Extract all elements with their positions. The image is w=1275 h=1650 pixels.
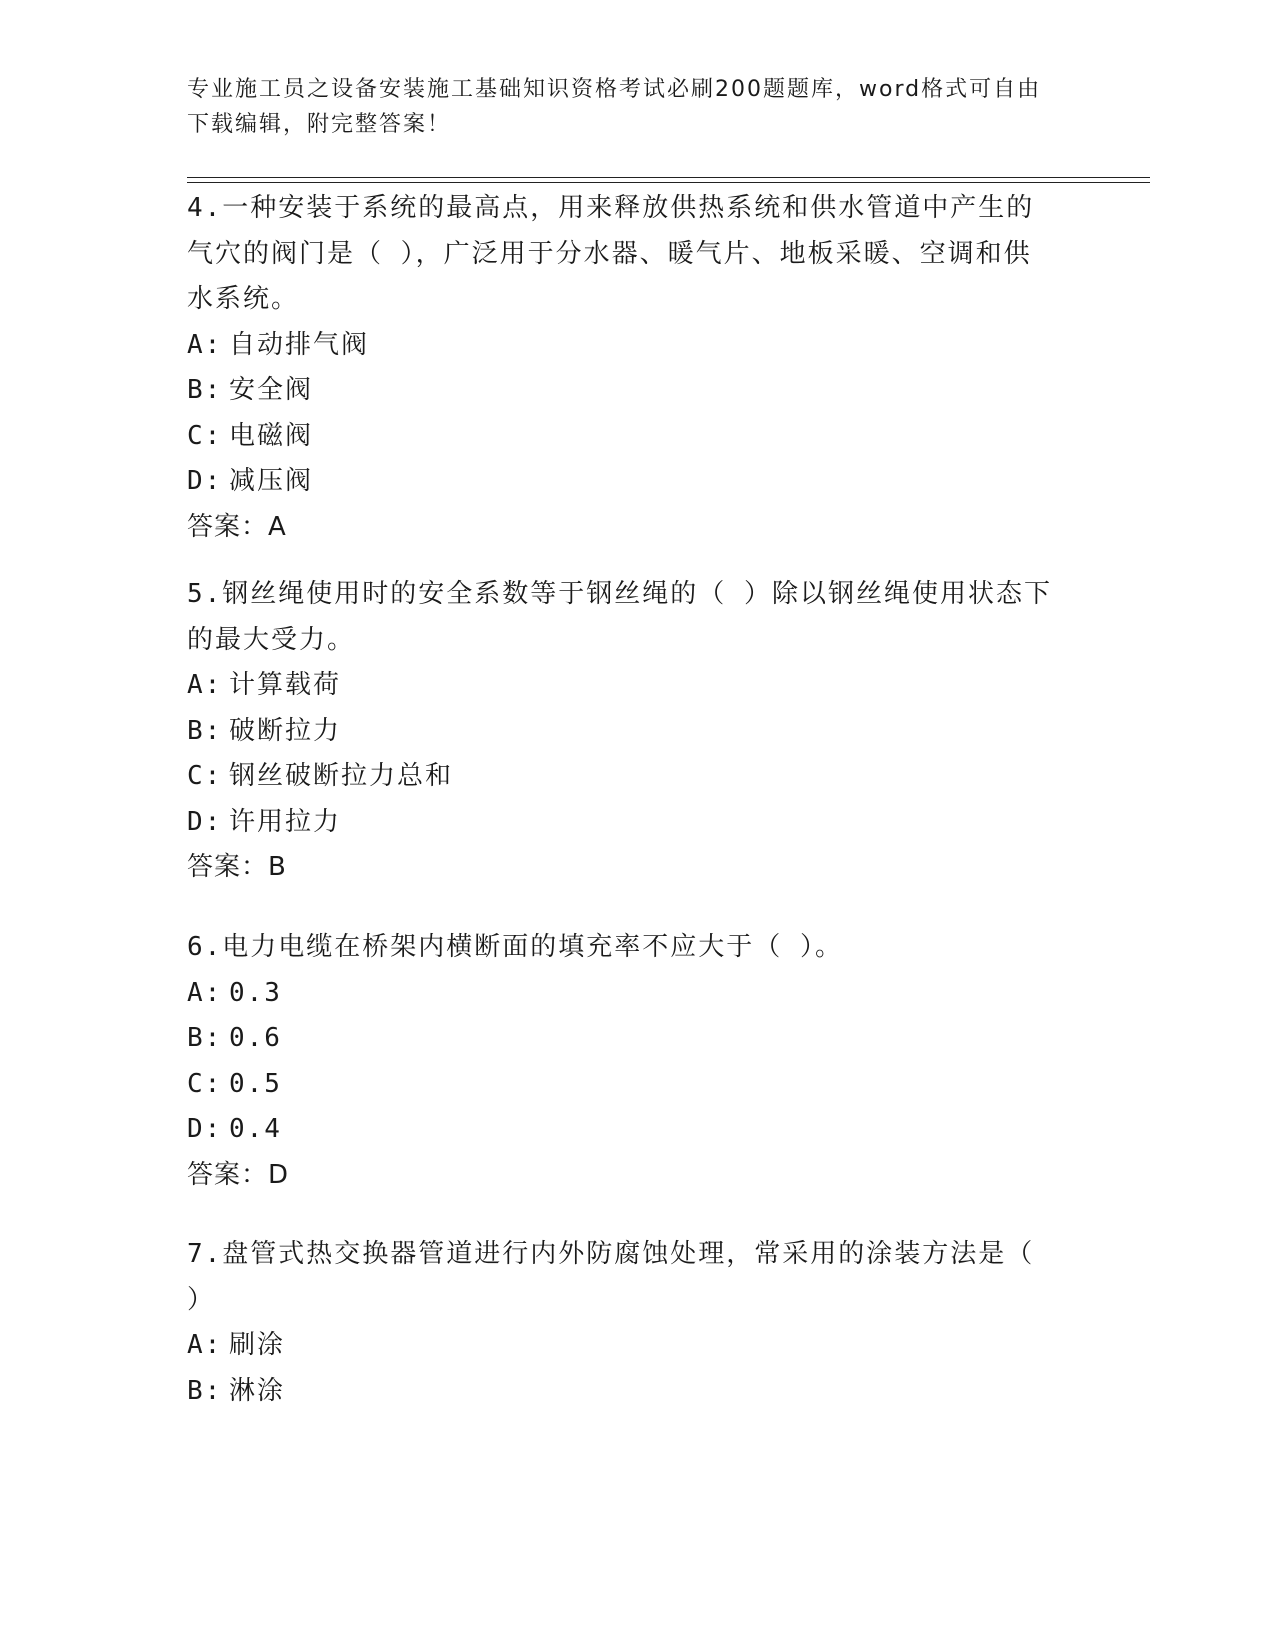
question-5 [187,572,1087,891]
question-stem [187,572,1087,663]
option-d [187,1107,1087,1153]
option-letter: C: [187,1068,223,1099]
option-text: 淋涂 [229,1375,286,1406]
option-text: 减压阀 [229,466,314,496]
option-b [187,1016,1087,1062]
document-header [187,72,1087,142]
option-text: 自动排气阀 [229,329,370,360]
question-4 [187,186,1087,550]
option-text: 电磁阀 [229,420,314,451]
option-letter: D: [187,466,223,496]
option-c [187,754,1087,800]
header-line-2: 下载编辑，附完整答案！ [187,112,452,137]
option-text: 0.6 [229,1023,282,1053]
option-c [187,1062,1087,1108]
stem-line: 气穴的阀门是（ ），广泛用于分水器、暖气片、地板采暖、空调和供 [187,238,1032,269]
option-c [187,414,1087,460]
question-stem [187,1232,1087,1323]
option-letter: B: [187,1375,223,1406]
question-7 [187,1232,1087,1414]
option-text: 安全阀 [229,375,314,405]
option-text: 0.3 [229,977,282,1008]
option-text: 0.4 [229,1114,282,1144]
stem-line: 4.一种安装于系统的最高点，用来释放供热系统和供水管道中产生的 [187,193,1035,223]
answer: 答案：D [187,1159,290,1190]
option-letter: A: [187,1330,223,1360]
option-a [187,1323,1087,1369]
option-letter: A: [187,329,223,360]
question-6 [187,925,1087,1198]
option-letter: B: [187,1023,223,1053]
question-stem [187,186,1087,323]
option-b [187,1369,1087,1415]
option-a [187,323,1087,369]
stem-line: 5.钢丝绳使用时的安全系数等于钢丝绳的（ ）除以钢丝绳使用状态下 [187,579,1052,609]
option-a [187,971,1087,1017]
option-d [187,800,1087,846]
option-text: 破断拉力 [229,715,342,746]
option-letter: A: [187,977,223,1008]
option-letter: D: [187,806,223,837]
option-a [187,663,1087,709]
stem-line: ） [187,1284,216,1315]
option-text: 刷涂 [229,1330,286,1360]
option-text: 0.5 [229,1068,282,1099]
answer: 答案：B [187,852,287,882]
option-letter: B: [187,715,223,746]
stem-line: 水系统。 [187,284,300,314]
option-letter: B: [187,375,223,405]
option-letter: C: [187,761,223,791]
option-letter: A: [187,670,223,700]
stem-line: 6.电力电缆在桥架内横断面的填充率不应大于（ ）。 [187,932,843,962]
header-divider-top [187,177,1150,178]
header-line-1: 专业施工员之设备安装施工基础知识资格考试必刷200题题库，word格式可自由 [187,77,1042,102]
option-text: 计算载荷 [229,670,342,700]
header-divider-bottom [187,182,1150,183]
stem-line: 7.盘管式热交换器管道进行内外防腐蚀处理，常采用的涂装方法是（ [187,1239,1035,1269]
option-letter: D: [187,1114,223,1144]
option-b [187,709,1087,755]
option-text: 钢丝破断拉力总和 [229,761,454,791]
option-d [187,459,1087,505]
answer: 答案：A [187,511,287,542]
option-b [187,368,1087,414]
option-text: 许用拉力 [229,806,342,837]
question-stem [187,925,1087,971]
stem-line: 的最大受力。 [187,624,356,655]
option-letter: C: [187,420,223,451]
